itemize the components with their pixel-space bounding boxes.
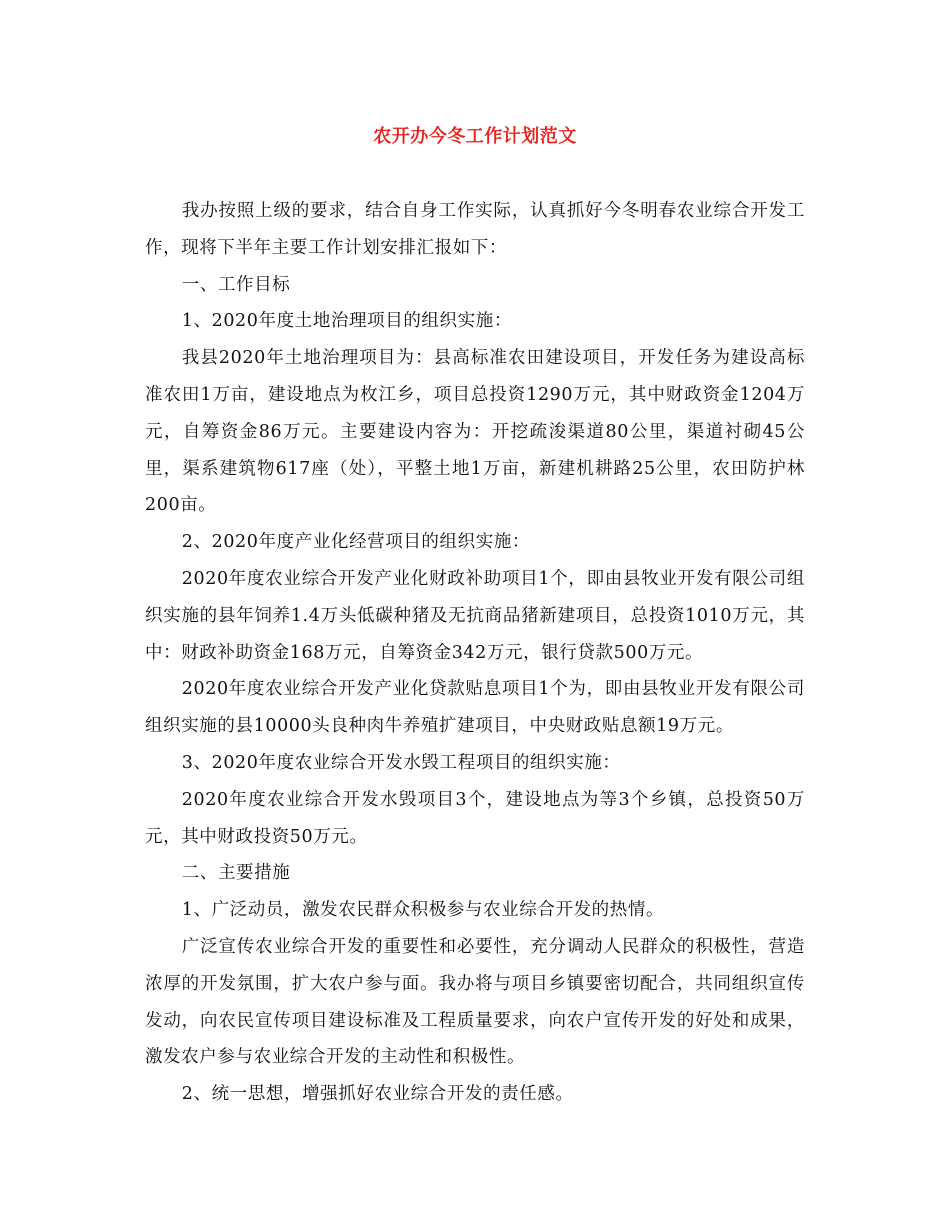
paragraph-mobilize: 广泛宣传农业综合开发的重要性和必要性，充分调动人民群众的积极性，营造浓厚的开发氛围，扩大农户参与面。我办将与项目乡镇要密切配合，共同组织宣传发动，向农民宣传项目建设标准及工程质量要求，向农户宣传开发的好处和成果，激发农户参与农业综合开发的主动性和积极性。 [145,936,805,1068]
subheading-flood-project: 3、2020年度农业综合开发水毁工程项目的组织实施： [181,752,621,773]
subheading-industrial-project: 2、2020年度产业化经营项目的组织实施： [181,532,531,553]
paragraph-land-project: 我县2020年土地治理项目为：县高标准农田建设项目，开发任务为建设高标准农田1万亩，建设地点为枚江乡，项目总投资1290万元，其中财政资金1204万元，自筹资金86万元。主要建设内容为：开挖疏浚渠道80公里，渠道衬砌45公里，渠系建筑物617座（处），平整土地1万亩，新建机耕路25公里，农田防护林200亩。 [145,348,805,516]
paragraph-intro: 我办按照上级的要求，结合自身工作实际，认真抓好今冬明春农业综合开发工作，现将下半年主要工作计划安排汇报如下： [145,201,805,258]
subheading-land-project: 1、2020年度土地治理项目的组织实施： [181,311,512,332]
subheading-unify-thinking: 2、统一思想，增强抓好农业综合开发的责任感。 [181,1084,574,1105]
section-heading-goals: 一、工作目标 [181,274,291,295]
paragraph-flood-project: 2020年度农业综合开发水毁项目3个，建设地点为等3个乡镇，总投资50万元，其中财政投资50万元。 [145,789,805,847]
subheading-mobilize: 1、广泛动员，激发农民群众积极参与农业综合开发的热情。 [181,900,665,921]
document-title: 农开办今冬工作计划范文 [373,126,577,147]
document-body [145,193,805,1113]
paragraph-industrial-loan: 2020年度农业综合开发产业化贷款贴息项目1个为，即由县牧业开发有限公司组织实施的县10000头良种肉牛养殖扩建项目，中央财政贴息额19万元。 [145,679,805,737]
section-heading-measures: 二、主要措施 [181,863,291,884]
paragraph-industrial-subsidy: 2020年度农业综合开发产业化财政补助项目1个，即由县牧业开发有限公司组织实施的县年饲养1.4万头低碳种猪及无抗商品猪新建项目，总投资1010万元，其中：财政补助资金168万元，自筹资金342万元，银行贷款500万元。 [145,568,805,663]
